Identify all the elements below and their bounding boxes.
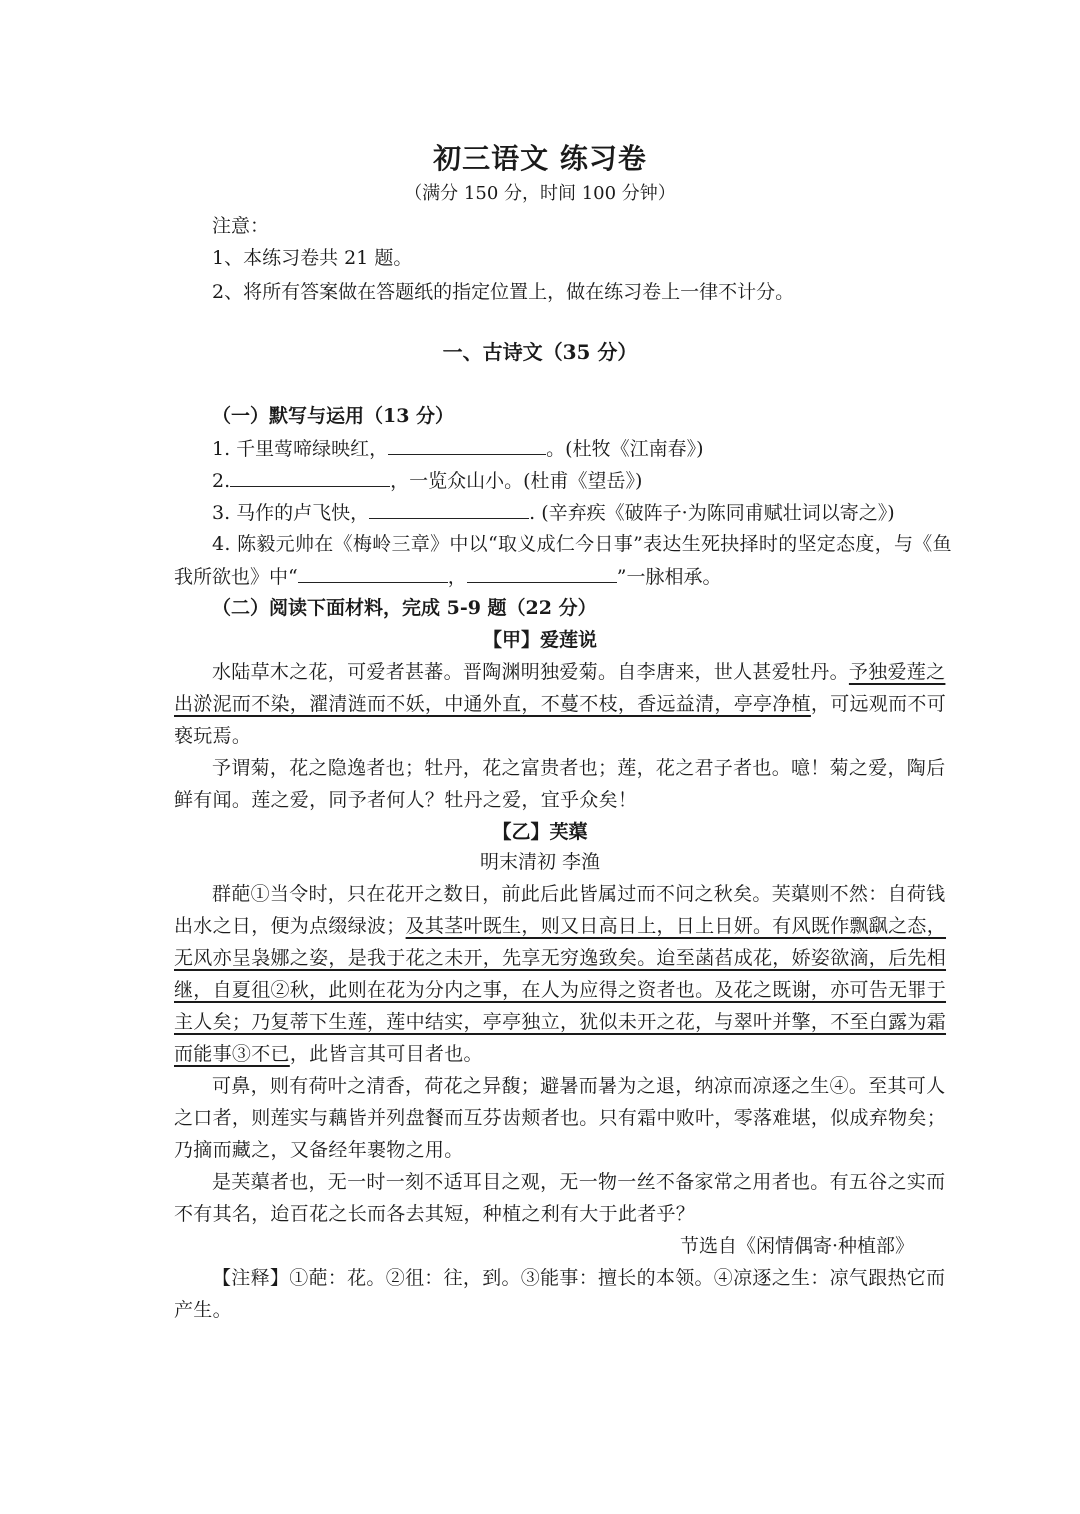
yi-p1-line1: 群葩①当令时，只在花开之数日，前此后此皆属过而不问之秋矣。芙蕖则不然：自荷钱 — [212, 883, 946, 905]
question-3 — [212, 500, 895, 525]
yi-text: 出水之日，便为点缀绿波； — [174, 915, 406, 937]
notes-line2: 产生。 — [174, 1299, 232, 1321]
question-2-text: ，一览众山小。(杜甫《望岳》) — [390, 470, 643, 492]
question-2-number: 2. — [212, 470, 231, 492]
yi-p2-line1: 可鼻，则有荷叶之清香，荷花之异馥；避暑而暑为之退，纳凉而凉逐之生④。至其可人 — [212, 1075, 946, 1097]
yi-p3-line1: 是芙蕖者也，无一时一刻不适耳目之观，无一物一丝不备家常之用者也。有五谷之实而 — [212, 1171, 946, 1193]
part1-title: （一）默写与运用（13 分） — [212, 405, 455, 427]
passage-yi-title: 【乙】芙蕖 — [492, 821, 588, 843]
yi-underlined-text: 及其茎叶既生，则又日高日上，日上日妍。有风既作飘飖之态， — [405, 915, 947, 937]
yi-p1-line5: 主人矣；乃复蒂下生莲，莲中结实，亭亭独立，犹似未开之花，与翠叶并擎，不至白露为霜 — [174, 1011, 947, 1033]
yi-p1-line2 — [174, 914, 947, 938]
yi-p2-line3: 乃摘而藏之，又备经年裹物之用。 — [174, 1139, 464, 1161]
jia-p1-line3: 亵玩焉。 — [174, 725, 252, 747]
jia-underlined-text: 予独爱莲之 — [848, 661, 946, 683]
jia-p2-line1: 予谓菊，花之隐逸者也；牡丹，花之富贵者也；莲，花之君子者也。噫！菊之爱，陶后 — [212, 757, 946, 779]
answer-blank-2[interactable] — [230, 468, 390, 487]
question-3-text: 3. 马作的卢飞快， — [212, 502, 370, 524]
page-title: 初三语文 练习卷 — [433, 142, 647, 175]
jia-text: 水陆草木之花，可爱者甚蕃。晋陶渊明独爱菊。自李唐来，世人甚爱牡丹。 — [212, 661, 849, 683]
question-4-comma: ， — [447, 566, 467, 588]
passage-jia-title: 【甲】爱莲说 — [482, 629, 597, 651]
section-title: 一、古诗文（35 分） — [442, 340, 638, 364]
answer-blank-4b[interactable] — [467, 564, 617, 583]
yi-p2-line2: 之口者，则莲实与藕皆并列盘餐而互芬齿颊者也。只有霜中败叶，零落难堪，似成弃物矣； — [174, 1107, 947, 1129]
yi-text: ，此皆言其可目者也。 — [289, 1043, 483, 1065]
yi-p1-line6 — [174, 1042, 914, 1066]
question-3-source: . (辛弃疾《破阵子·为陈同甫赋壮词以寄之》) — [529, 502, 895, 524]
question-1-text: 1. 千里莺啼绿映红， — [212, 438, 389, 460]
question-1-source: 。(杜牧《江南春》) — [546, 438, 704, 460]
jia-text: ，可远观而不可 — [810, 693, 947, 715]
page-subtitle: （满分 150 分，时间 100 分钟） — [404, 183, 676, 204]
yi-p3-line2: 不有其名，迨百花之长而各去其短，种植之利有大于此者乎？ — [174, 1203, 696, 1225]
notes-line1: 【注释】①葩：花。②徂：往，到。③能事：擅长的本领。④凉逐之生：凉气跟热它而 — [212, 1267, 946, 1289]
question-4-line2 — [174, 564, 721, 589]
passage-yi-author: 明末清初 李渔 — [479, 851, 601, 873]
question-2 — [212, 468, 642, 493]
yi-p1-line3: 无风亦呈袅娜之姿，是我于花之未开，先享无穷逸致矣。迨至菡萏成花，娇姿欲滴，后先相 — [174, 947, 947, 969]
question-1 — [212, 436, 704, 461]
part2-title: （二）阅读下面材料，完成 5-9 题（22 分） — [212, 597, 597, 619]
jia-p1-line1 — [212, 660, 946, 684]
jia-p1-line2 — [174, 692, 947, 716]
yi-p1-line4: 继，自夏徂②秋，此则在花为分内之事，在人为应得之资者也。及花之既谢，亦可告无罪于 — [174, 979, 947, 1001]
question-4-line1: 4. 陈毅元帅在《梅岭三章》中以“取义成仁今日事”表达生死抉择时的坚定态度，与《鱼 — [212, 533, 952, 555]
answer-blank-4a[interactable] — [298, 564, 448, 583]
notice-item-1: 1、本练习卷共 21 题。 — [212, 247, 413, 269]
answer-blank-3[interactable] — [369, 500, 529, 519]
notice-label: 注意： — [212, 215, 270, 237]
notice-item-2: 2、将所有答案做在答题纸的指定位置上，做在练习卷上一律不计分。 — [212, 281, 795, 303]
yi-underlined-text: 而能事③不已 — [174, 1043, 290, 1065]
passage-source: 节选自《闲情偶寄·种植部》 — [680, 1235, 915, 1257]
question-4-end: ”一脉相承。 — [616, 566, 722, 588]
jia-p2-line2: 鲜有闻。莲之爱，同予者何人？牡丹之爱，宜乎众矣！ — [174, 789, 638, 811]
answer-blank-1[interactable] — [388, 436, 546, 455]
question-4-text: 我所欲也》中“ — [174, 566, 298, 588]
jia-underlined-text: 出淤泥而不染，濯清涟而不妖，中通外直，不蔓不枝，香远益清，亭亭净植 — [174, 693, 811, 715]
